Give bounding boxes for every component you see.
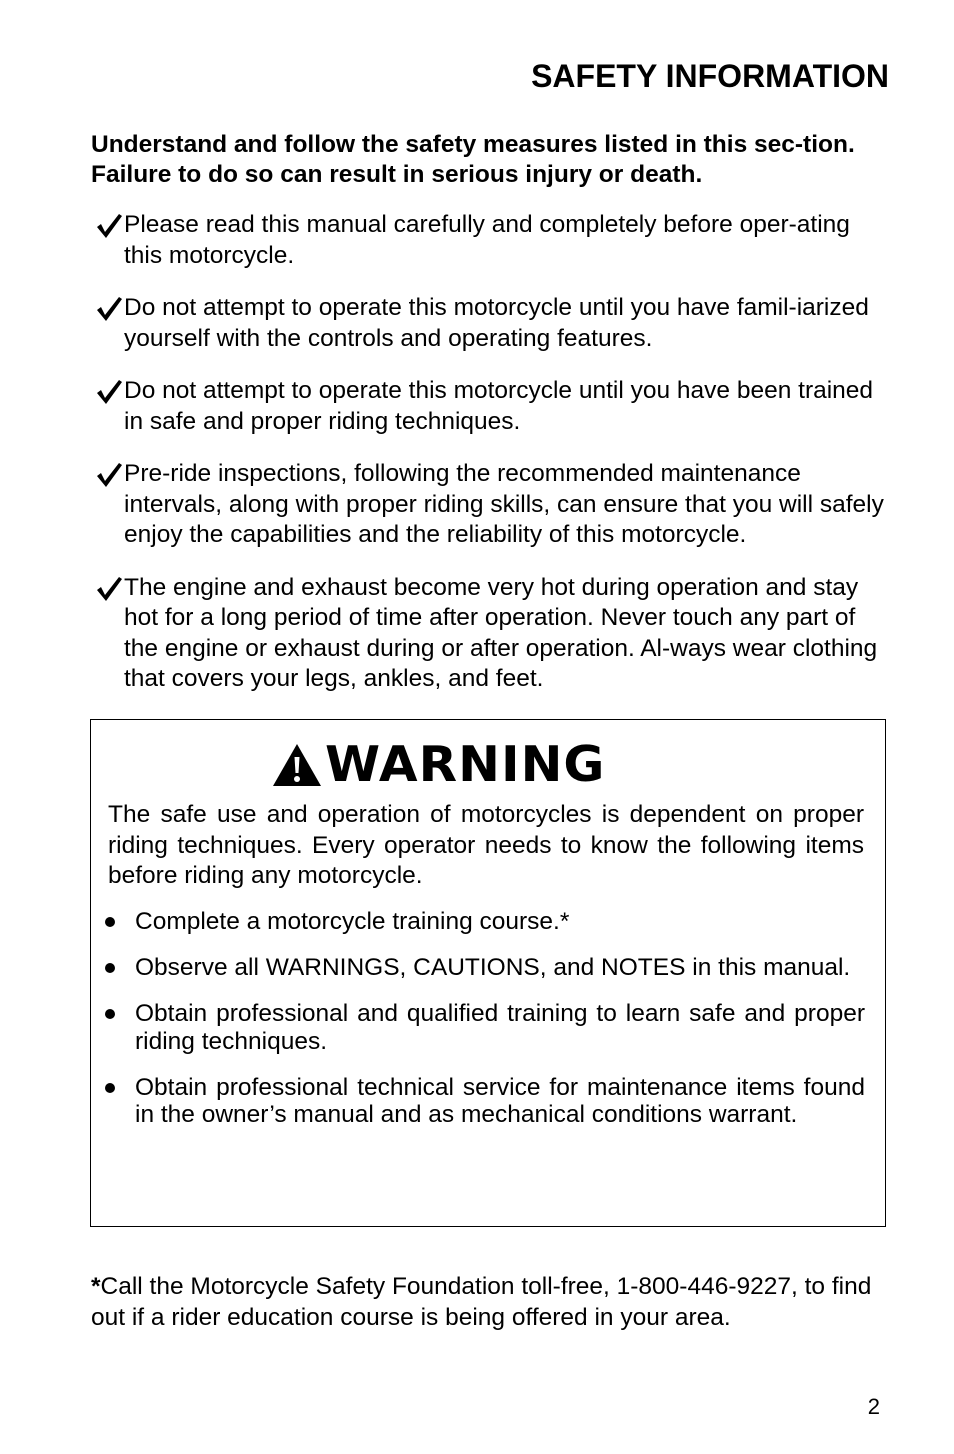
warning-paragraph: The safe use and operation of motorcycles is dependent on proper riding techniques. Every operator needs to know the following items before riding any motorcycle. (108, 801, 864, 889)
checkmark-icon (94, 377, 124, 407)
footnote-marker: * (91, 1273, 101, 1300)
checklist-item-text: Do not attempt to operate this motorcycle until you have famil-iarized yourself with the controls and operating features. (124, 294, 869, 352)
checklist-item-text: The engine and exhaust become very hot during operation and stay hot for a long period of time after operation. Never touch any part of the engine or exhaust during or after operation. Al-ways wear clothing that covers your legs, ankles, and feet. (124, 573, 878, 692)
bullet-icon (105, 1083, 115, 1093)
warning-list-item (101, 1000, 865, 1055)
intro-text: Understand and follow the safety measures listed in this sec-tion. Failure to do so can result in serious injury or death. (91, 131, 855, 188)
warning-list-item (101, 954, 865, 982)
warning-item-text: Obtain professional and qualified training to learn safe and proper riding techniques. (135, 1000, 865, 1055)
checkmark-icon (94, 211, 124, 241)
warning-item-text: Complete a motorcycle training course.* (135, 908, 570, 935)
warning-header (271, 736, 606, 793)
warning-item-text: Observe all WARNINGS, CAUTIONS, and NOTES in this manual. (135, 954, 851, 981)
warning-list-item (101, 908, 865, 936)
checklist-item-text: Do not attempt to operate this motorcycle until you have been trained in safe and proper riding techniques. (124, 377, 874, 435)
warning-list-item (101, 1074, 865, 1129)
safety-checklist (91, 210, 891, 717)
checklist-item (91, 573, 891, 695)
warning-heading: WARNING (325, 736, 606, 793)
checklist-item (91, 376, 891, 437)
page-title: SAFETY INFORMATION (531, 58, 889, 94)
checklist-item (91, 293, 891, 354)
footnote (91, 1272, 891, 1333)
checklist-item-text: Please read this manual carefully and completely before oper-ating this motorcycle. (124, 211, 850, 269)
bullet-icon (105, 963, 115, 973)
checkmark-icon (94, 574, 124, 604)
bullet-icon (105, 1009, 115, 1019)
checkmark-icon (94, 460, 124, 490)
bullet-icon (105, 917, 115, 927)
checklist-item-text: Pre-ride inspections, following the recommended maintenance intervals, along with proper riding skills, can ensure that you will safely enjoy the capabilities and the reliability of this motorcycle. (124, 460, 884, 548)
checklist-item (91, 210, 891, 271)
checklist-item (91, 459, 891, 551)
warning-triangle-icon (271, 742, 323, 788)
warning-list (101, 908, 865, 1147)
warning-item-text: Obtain professional technical service for maintenance items found in the owner’s manual and as mechanical conditions warrant. (135, 1073, 865, 1128)
page-number: 2 (867, 1394, 880, 1419)
checkmark-icon (94, 294, 124, 324)
footnote-text: Call the Motorcycle Safety Foundation toll-free, 1-800-446-9227, to find out if a rider education course is being offered in your area. (91, 1273, 872, 1331)
warning-box (90, 719, 886, 1227)
